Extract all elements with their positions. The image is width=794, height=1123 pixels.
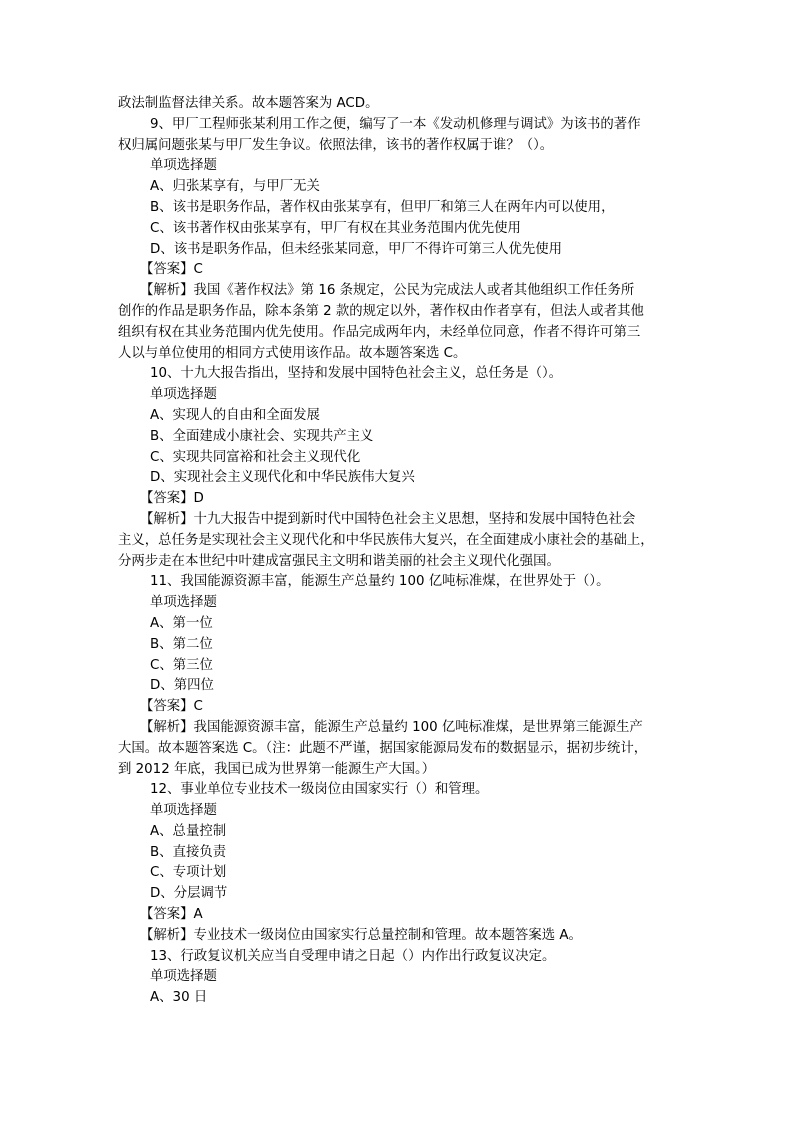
- option-b: B、直接负责: [150, 844, 227, 860]
- question-stem-line: 11、我国能源资源丰富，能源生产总量约 100 亿吨标准煤，在世界处于（）。: [150, 574, 610, 590]
- question-stem-line: 12、事业单位专业技术一级岗位由国家实行（）和管理。: [150, 782, 489, 798]
- analysis-line: 【解析】专业技术一级岗位由国家实行总量控制和管理。故本题答案选 A。: [140, 927, 582, 943]
- question-10: [118, 364, 670, 572]
- analysis-line: 人以与单位使用的相同方式使用该作品。故本题答案选 C。: [118, 345, 467, 361]
- question-12: [118, 780, 670, 946]
- option-a: A、第一位: [150, 615, 213, 631]
- analysis-line: 【解析】十九大报告中提到新时代中国特色社会主义思想，坚持和发展中国特色社会: [140, 511, 636, 527]
- answer-label: 【答案】D: [140, 491, 204, 507]
- question-type: 单项选择题: [150, 387, 217, 403]
- analysis-line: 【解析】我国《著作权法》第 16 条规定，公民为完成法人或者其他组织工作任务所: [140, 283, 635, 299]
- question-stem-line: 13、行政复议机关应当自受理申请之日起（）内作出行政复议决定。: [150, 948, 556, 964]
- option-a: A、30 日: [150, 990, 208, 1006]
- question-stem-line: 权归属问题张某与甲厂发生争议。依照法律，该书的著作权属于谁？（）。: [118, 137, 554, 153]
- analysis-line: 到 2012 年底，我国已成为世界第一能源生产大国。）: [118, 761, 436, 777]
- analysis-line: 【解析】我国能源资源丰富，能源生产总量约 100 亿吨标准煤，是世界第三能源生产: [140, 719, 643, 735]
- answer-label: 【答案】C: [140, 699, 203, 715]
- document-page: [118, 94, 670, 1009]
- question-13: [118, 947, 670, 1009]
- option-d: D、分层调节: [150, 886, 228, 902]
- option-b: B、全面建成小康社会、实现共产主义: [150, 428, 374, 444]
- analysis-line: 主义，总任务是实现社会主义现代化和中华民族伟大复兴，在全面建成小康社会的基础上，: [118, 532, 654, 548]
- answer-label: 【答案】C: [140, 262, 203, 278]
- option-d: D、该书是职务作品，但未经张某同意，甲厂不得许可第三人优先使用: [150, 241, 563, 257]
- option-b: B、该书是职务作品，著作权由张某享有，但甲厂和第三人在两年内可以使用，: [150, 199, 615, 215]
- question-type: 单项选择题: [150, 595, 217, 611]
- option-b: B、第二位: [150, 636, 213, 652]
- option-c: C、该书著作权由张某享有，甲厂有权在其业务范围内优先使用: [150, 220, 521, 236]
- question-11: [118, 572, 670, 780]
- question-stem-line: 9、甲厂工程师张某利用工作之便，编写了一本《发动机修理与调试》为该书的著作: [150, 116, 641, 132]
- question-stem-line: 10、十九大报告指出，坚持和发展中国特色社会主义，总任务是（）。: [150, 366, 563, 382]
- option-c: C、专项计划: [150, 865, 227, 881]
- analysis-line: 创作的作品是职务作品，除本条第 2 款的规定以外，著作权由作者享有，但法人或者其他: [118, 303, 644, 319]
- intro-tail-text: 政法制监督法律关系。故本题答案为 ACD。: [118, 96, 379, 111]
- option-a: A、总量控制: [150, 823, 227, 839]
- question-9: [118, 115, 670, 365]
- analysis-line: 大国。故本题答案选 C。（注：此题不严谨，据国家能源局发布的数据显示，据初步统计，: [118, 740, 648, 756]
- question-type: 单项选择题: [150, 158, 217, 174]
- analysis-line: 分两步走在本世纪中叶建成富强民主文明和谐美丽的社会主义现代化强国。: [118, 553, 560, 569]
- option-c: C、第三位: [150, 657, 213, 673]
- analysis-line: 组织有权在其业务范围内优先使用。作品完成两年内，未经单位同意，作者不得许可第三: [118, 324, 641, 340]
- option-d: D、实现社会主义现代化和中华民族伟大复兴: [150, 470, 415, 486]
- question-type: 单项选择题: [150, 969, 217, 985]
- question-type: 单项选择题: [150, 803, 217, 819]
- option-c: C、实现共同富裕和社会主义现代化: [150, 449, 361, 465]
- answer-label: 【答案】A: [140, 907, 203, 923]
- option-d: D、第四位: [150, 678, 214, 694]
- option-a: A、实现人的自由和全面发展: [150, 407, 320, 423]
- option-a: A、归张某享有，与甲厂无关: [150, 179, 320, 195]
